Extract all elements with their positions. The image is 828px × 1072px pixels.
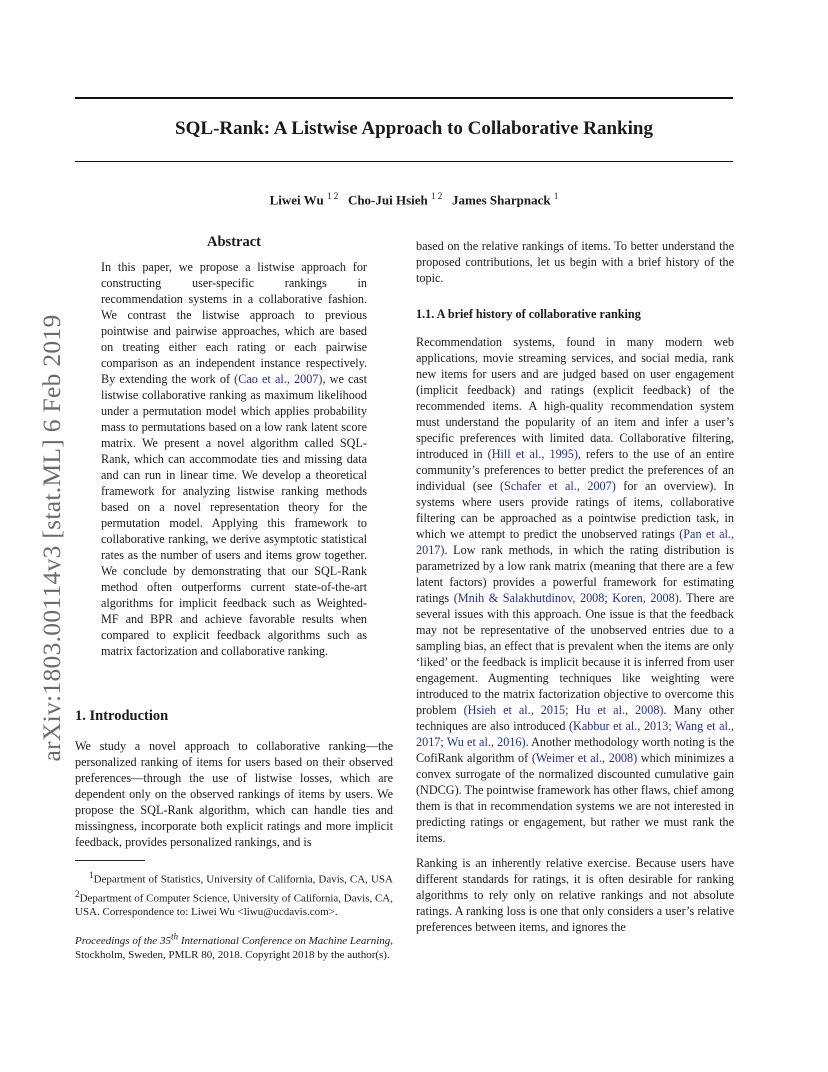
affiliation-footnote: $^1$Department of Statistics, University of California, Davis, CA, USA $^2$Department of Computer Science, University of California, Davis, CA, USA. Correspondence to: Liwei Wu <liwu@ucdavis.com>. bbox=[75, 870, 394, 919]
subsection-heading: 1.1. A brief history of collaborative ranking bbox=[416, 307, 641, 321]
introduction-continued-text: based on the relative rankings of items. To better understand the proposed contributions, let us begin with a brief history of the topic. bbox=[416, 239, 734, 285]
paragraph-text-part: . There are several issues with this approach. One issue is that the feedback may not be representative of the unobserved entries due to a sampling bias, an effect that is prevalent when the items are only ‘liked’ or the feedback is implicit because it is inferred from user engagement. Augmenting techniques like weighting were introduced to the matrix factorization objective to overcome this problem bbox=[416, 591, 734, 717]
abstract-heading: Abstract bbox=[207, 234, 261, 250]
paragraph-text-part: Recommendation systems, found in many modern web applications, movie streaming services, and social media, rank new items for users and are judged based on user engagement (implicit feedback) and ratings (explicit feedback) of the recommended items. A high-quality recommendation system must understand the popularity of an item and infer a user’s specific preferences with limited data. Collaborative filtering, introduced in bbox=[416, 335, 734, 461]
author-affiliation: 1 bbox=[553, 191, 559, 201]
citation-link[interactable]: (Weimer et al., 2008) bbox=[531, 751, 638, 765]
right-column bbox=[416, 238, 734, 935]
author-name: Liwei Wu bbox=[269, 192, 324, 208]
paper-title: SQL-Rank: A Listwise Approach to Collaborative Ranking bbox=[175, 118, 653, 139]
footnote-rule bbox=[75, 860, 145, 861]
author-name: James Sharpnack bbox=[452, 192, 551, 208]
citation-link[interactable]: (Pan et al., 2017) bbox=[416, 527, 734, 557]
paragraph-text-part: , refers to the use of an entire community’s preferences to better predict the preferences of an individual (see bbox=[416, 447, 734, 493]
paragraph-text-part: for an overview). In systems where users provide ratings of items, collaborative filtering can be approached as a pointwise prediction task, in which we attempt to predict the unobserved ratings bbox=[416, 479, 734, 541]
introduction-text: We study a novel approach to collaborative ranking—the personalized ranking of items for users based on their observed preferences—through the use of listwise losses, which are dependent only on the observed rankings of items by users. We propose the SQL-Rank algorithm, which can handle ties and missingness, incorporate both explicit ratings and more implicit feedback, provides personalized rankings, and is bbox=[75, 739, 393, 849]
arxiv-identifier: arXiv:1803.00114v3 [stat.ML] 6 Feb 2019 bbox=[37, 314, 66, 762]
title-rule-top bbox=[75, 97, 733, 99]
citation-link[interactable]: (Hill et al., 1995) bbox=[487, 447, 578, 461]
author-affiliation: 1 2 bbox=[431, 191, 443, 201]
paragraph-text-part: . Another methodology worth noting is the CofiRank algorithm of bbox=[416, 735, 734, 765]
paragraph-text-part: . Many other techniques are also introduced bbox=[416, 703, 734, 733]
author-list bbox=[0, 191, 828, 208]
citation-link[interactable]: (Mnih & Salakhutdinov, 2008; Koren, 2008) bbox=[453, 591, 679, 605]
abstract-text bbox=[101, 259, 367, 659]
paragraph-text-part: which minimizes a convex surrogate of the normalized discounted cumulative gain (NDCG). The pointwise framework has other flaws, chief among them is that in recommendation systems we are not interested in predicting ratings or engagement, but rather we must rank the items. bbox=[416, 751, 735, 845]
citation-link[interactable]: (Cao et al., 2007) bbox=[234, 372, 323, 386]
author-affiliation: 1 2 bbox=[326, 191, 339, 201]
abstract-text-part: , we cast listwise collaborative ranking as maximum likelihood under a permutation model which applies probability mass to permutations based on a low rank latent score matrix. We present a novel algorithm called SQL-Rank, which can accommodate ties and missing data and can run in linear time. We develop a theoretical framework for analyzing listwise ranking methods based on a novel representation theory for the permutation model. Applying this framework to collaborative ranking, we derive asymptotic statistical rates as the number of users and items grow together. We conclude by demonstrating that our SQL-Rank method often outperforms current state-of-the-art algorithms for implicit feedback such as Weighted-MF and BPR and achieve favorable results when compared to explicit feedback algorithms such as matrix factorization and collaborative ranking. bbox=[101, 372, 367, 658]
title-rule-bottom bbox=[75, 161, 733, 162]
abstract-text-part: In this paper, we propose a listwise approach for constructing user-specific rankings in recommendation systems in a collaborative fashion. We contrast the listwise approach to previous pointwise and pairwise approaches, which are based on treating either each rating or each pairwise comparison as an independent instance respectively. By extending the work of bbox=[101, 260, 367, 386]
citation-link[interactable]: (Schafer et al., 2007) bbox=[499, 479, 616, 493]
ranking-paragraph: Ranking is an inherently relative exercise. Because users have different standards for ratings, it is often desirable for ranking algorithms to rely only on relative rankings and not absolute ratings. A ranking loss is one that only considers a user’s relative preferences between items, and ignores the bbox=[416, 856, 734, 934]
introduction-heading: 1. Introduction bbox=[75, 708, 169, 724]
abstract-section bbox=[101, 234, 367, 659]
history-paragraph bbox=[416, 334, 734, 846]
proceedings-note: Proceedings of the 35th International Conference on Machine Learning, Stockholm, Sweden, PMLR 80, 2018. Copyright 2018 by the author(s). bbox=[75, 931, 393, 961]
author-name: Cho-Jui Hsieh bbox=[347, 192, 428, 208]
citation-link[interactable]: (Hsieh et al., 2015; Hu et al., 2008) bbox=[463, 703, 664, 717]
introduction-section bbox=[75, 708, 393, 962]
paragraph-text-part: . Low rank methods, in which the rating distribution is parametrized by a low rank matrix (meaning that there are a few latent factors) provides a powerful framework for estimating ratings bbox=[416, 543, 734, 605]
citation-link[interactable]: (Kabbur et al., 2013; Wang et al., 2017; Wu et al., 2016) bbox=[416, 719, 734, 749]
